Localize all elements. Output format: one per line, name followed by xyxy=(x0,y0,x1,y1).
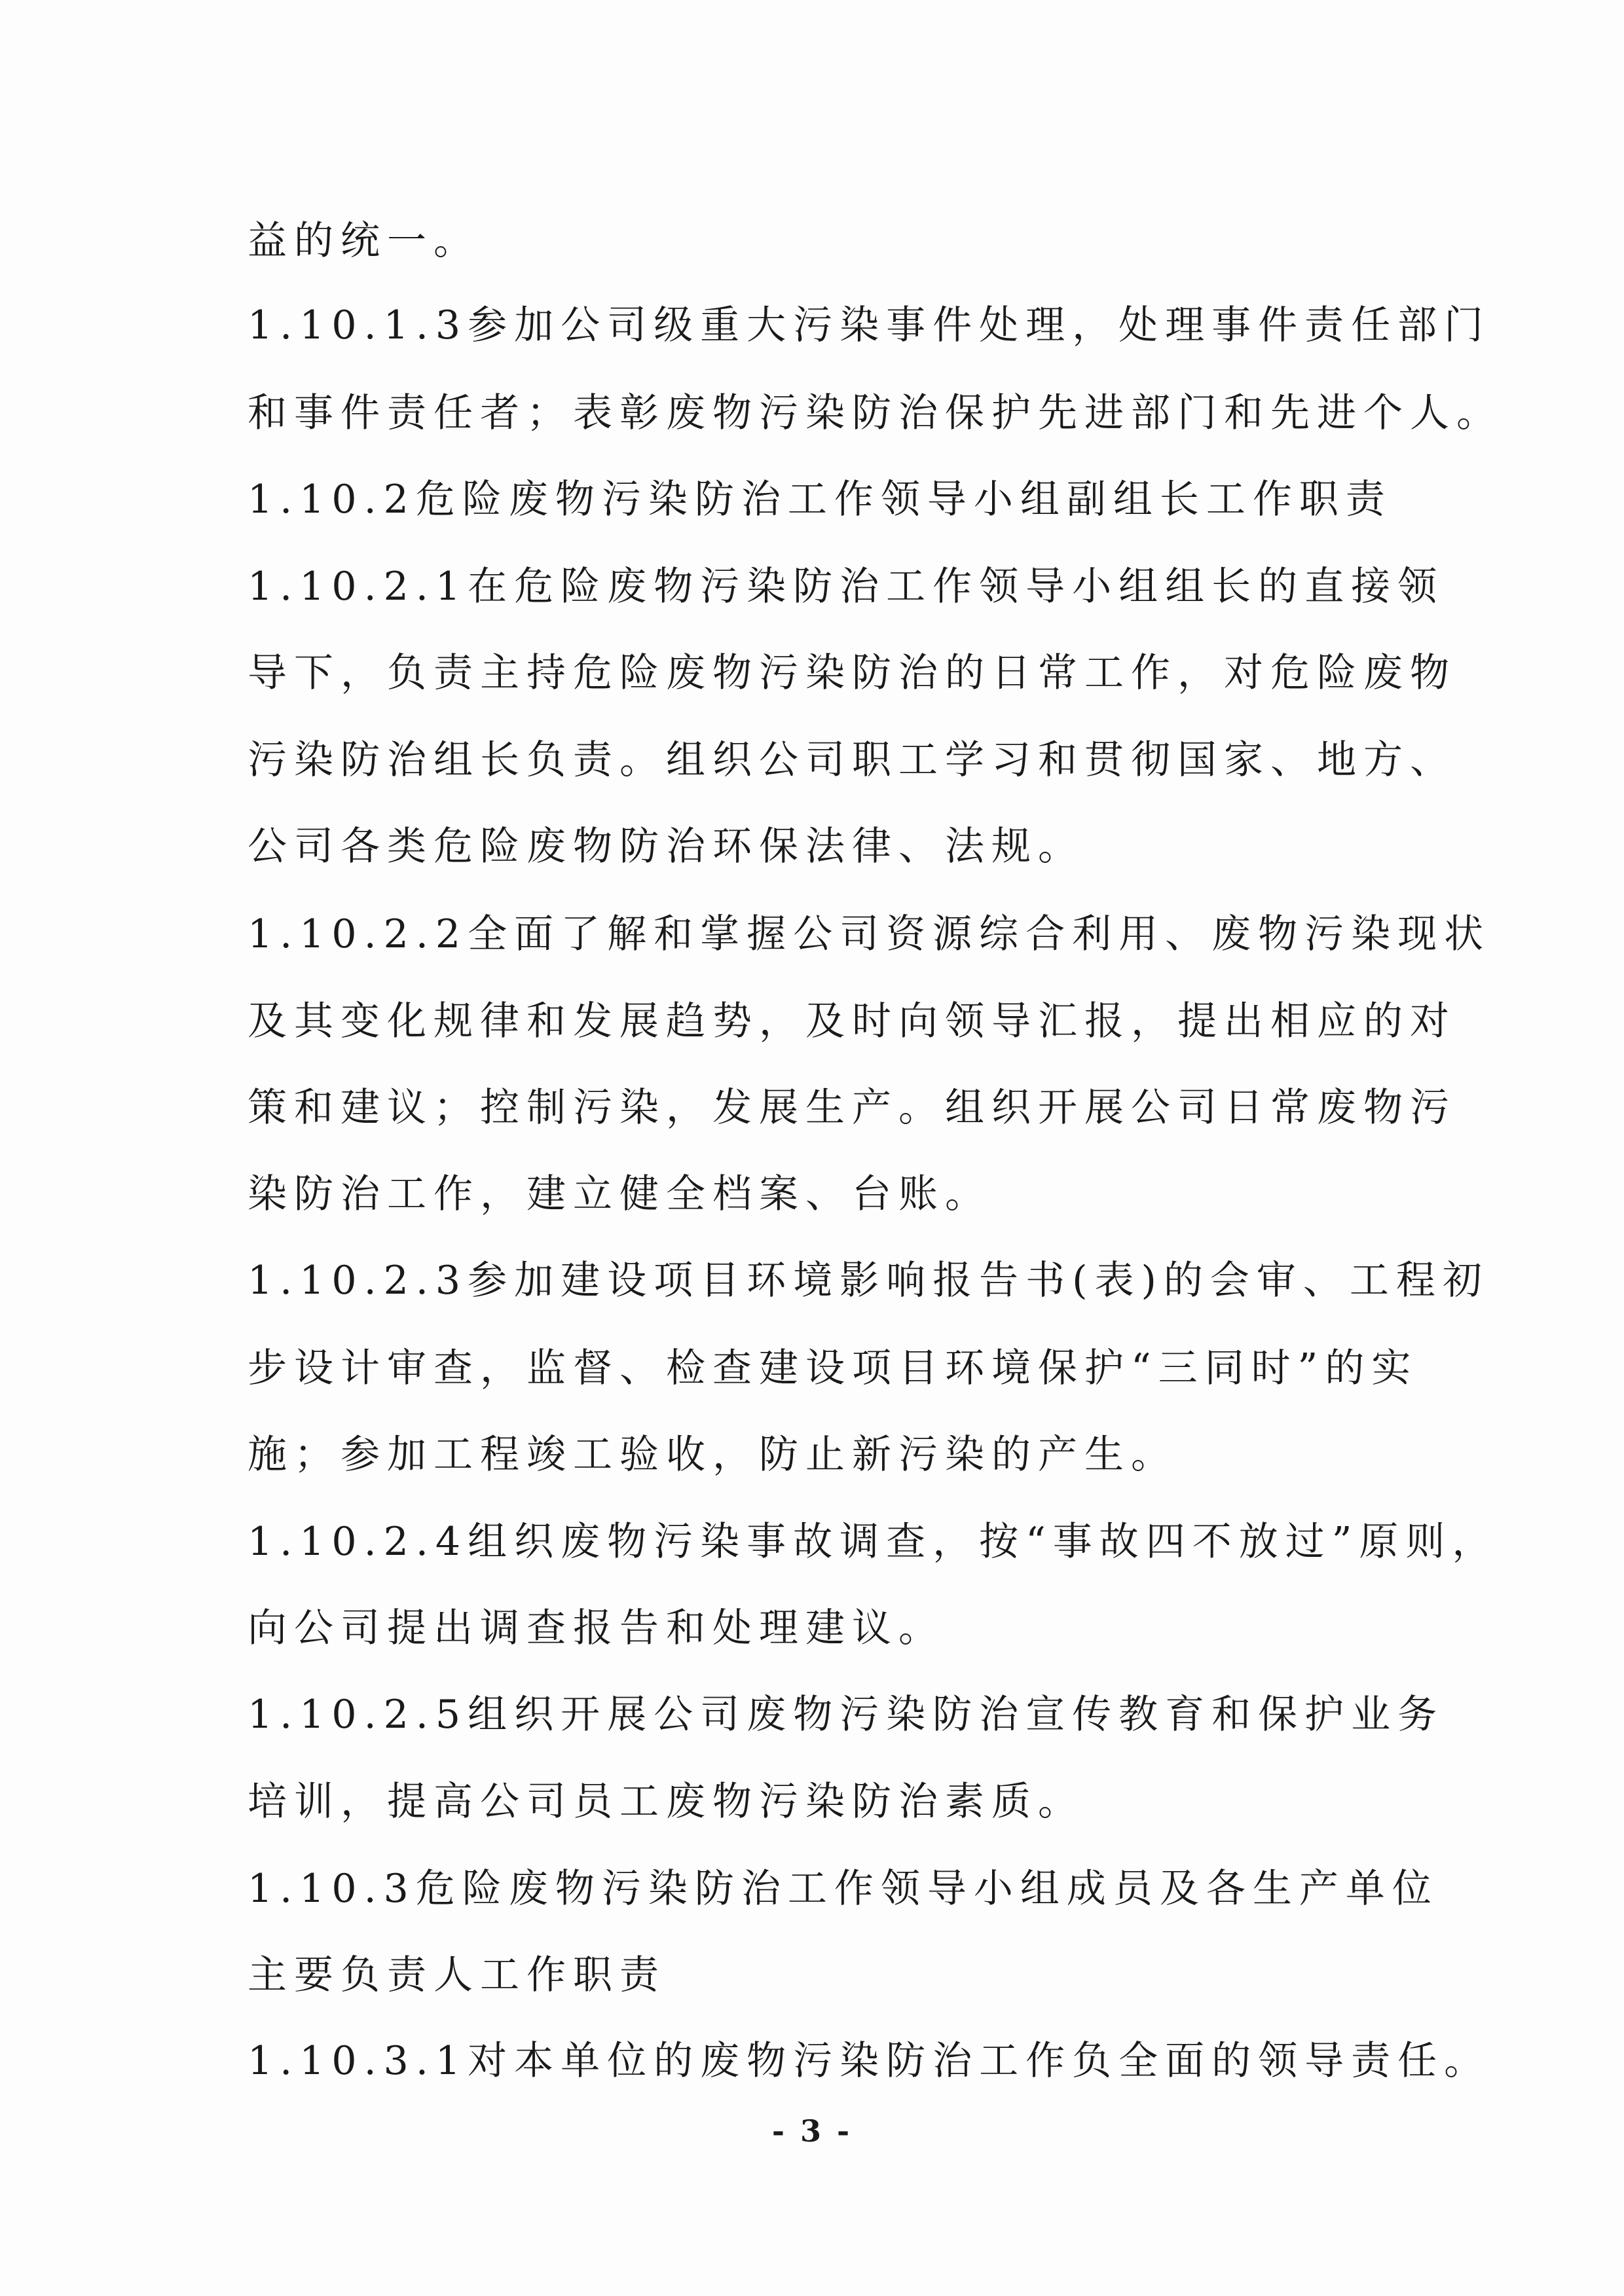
text-line: 1.10.2.2全面了解和掌握公司资源综合利用、废物污染现状 xyxy=(248,911,1491,957)
text-line: 1.10.2.1在危险废物污染防治工作领导小组组长的直接领 xyxy=(248,564,1445,610)
text-line: 及其变化规律和发展趋势，及时向领导汇报，提出相应的对 xyxy=(248,998,1456,1044)
text-line: 1.10.2.3参加建设项目环境影响报告书(表)的会审、工程初 xyxy=(248,1258,1489,1303)
text-line: 1.10.1.3参加公司级重大污染事件处理，处理事件责任部门 xyxy=(248,302,1491,348)
text-line: 1.10.2.4组织废物污染事故调查，按“事故四不放过”原则， xyxy=(248,1519,1499,1565)
text-line: 步设计审查，监督、检查建设项目环境保护“三同时”的实 xyxy=(248,1345,1418,1391)
text-line: 培训，提高公司员工废物污染防治素质。 xyxy=(248,1779,1084,1825)
text-line: 公司各类危险废物防治环保法律、法规。 xyxy=(248,824,1084,869)
text-line: 1.10.2.5组织开展公司废物污染防治宣传教育和保护业务 xyxy=(248,1692,1445,1738)
section-heading: 主要负责人工作职责 xyxy=(248,1952,666,1998)
text-line: 策和建议；控制污染，发展生产。组织开展公司日常废物污 xyxy=(248,1085,1456,1131)
section-heading: 1.10.2危险废物污染防治工作领导小组副组长工作职责 xyxy=(248,477,1392,522)
text-line: 污染防治组长负责。组织公司职工学习和贯彻国家、地方、 xyxy=(248,737,1456,783)
text-line: 导下，负责主持危险废物污染防治的日常工作，对危险废物 xyxy=(248,650,1456,696)
text-line: 施；参加工程竣工验收，防止新污染的产生。 xyxy=(248,1432,1177,1478)
text-line: 和事件责任者；表彰废物污染防治保护先进部门和先进个人。 xyxy=(248,390,1503,436)
section-heading: 1.10.3危险废物污染防治工作领导小组成员及各生产单位 xyxy=(248,1866,1439,1912)
text-line: 益的统一。 xyxy=(248,218,480,264)
page-number: - 3 - xyxy=(771,2113,853,2149)
text-line: 1.10.3.1对本单位的废物污染防治工作负全面的领导责任。 xyxy=(248,2038,1491,2084)
text-line: 向公司提出调查报告和处理建议。 xyxy=(248,1605,945,1651)
text-line: 染防治工作，建立健全档案、台账。 xyxy=(248,1171,991,1217)
